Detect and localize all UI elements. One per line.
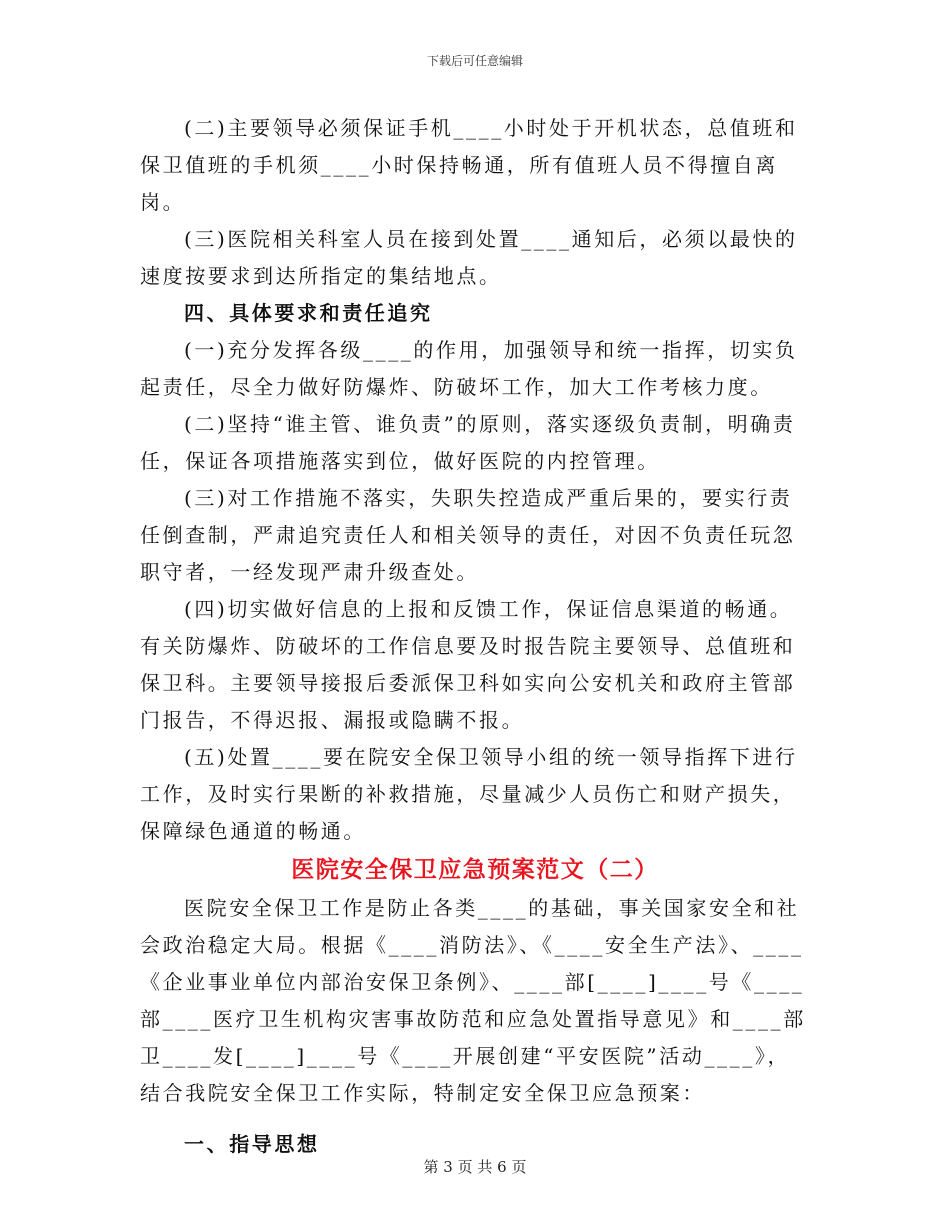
document-title-2: 医院安全保卫应急预案范文（二） — [291, 857, 659, 883]
paragraph-2-phone: (二)主要领导必须保证手机____小时处于开机状态，总值班和保卫值班的手机须____小时保持畅通，所有值班人员不得擅自离岗。 — [140, 116, 798, 214]
document-body — [140, 110, 810, 1163]
section-heading-1: 一、指导思想 — [184, 1132, 320, 1156]
paragraph-4-3: (三)对工作措施不落实，失职失控造成严重后果的，要实行责任倒查制，严肃追究责任人和相关领导的责任，对因不负责任玩忽职守者，一经发现严肃升级查处。 — [140, 486, 796, 584]
paragraph-3-assembly: (三)医院相关科室人员在接到处置____通知后，必须以最快的速度按要求到达所指定的集结地点。 — [140, 227, 798, 288]
paragraph-4-5: (五)处置____要在院安全保卫领导小组的统一领导指挥下进行工作，及时实行果断的补救措施，尽量减少人员伤亡和财产损失，保障绿色通道的畅通。 — [140, 745, 798, 843]
paragraph-intro: 医院安全保卫工作是防止各类____的基础，事关国家安全和社会政治稳定大局。根据《____消防法》、《____安全生产法》、____《企业事业单位内部治安保卫条例》、____部[____]____号《____部____医疗卫生机构灾害事故防范和应急处置指导意见》和____部卫____发[____]____号《____开展创建“平安医院”活动____》，结合我院安全保卫工作实际，特制定安全保卫应急预案： — [140, 896, 806, 1105]
paragraph-4-4: (四)切实做好信息的上报和反馈工作，保证信息渠道的畅通。有关防爆炸、防破坏的工作信息要及时报告院主要领导、总值班和保卫科。主要领导接报后委派保卫科如实向公安机关和政府主管部门报告，不得迟报、漏报或隐瞒不报。 — [140, 597, 796, 732]
page-number: 第 3 页 共 6 页 — [423, 1158, 527, 1176]
paragraph-4-1: (一)充分发挥各级____的作用，加强领导和统一指挥，切实负起责任，尽全力做好防爆炸、防破坏工作，加大工作考核力度。 — [140, 338, 798, 399]
paragraph-4-2: (二)坚持“谁主管、谁负责”的原则，落实逐级负责制，明确责任，保证各项措施落实到位，做好医院的内控管理。 — [140, 412, 796, 473]
section-heading-4: 四、具体要求和责任追究 — [184, 301, 433, 325]
page-header-note: 下载后可任意编辑 — [426, 54, 523, 68]
